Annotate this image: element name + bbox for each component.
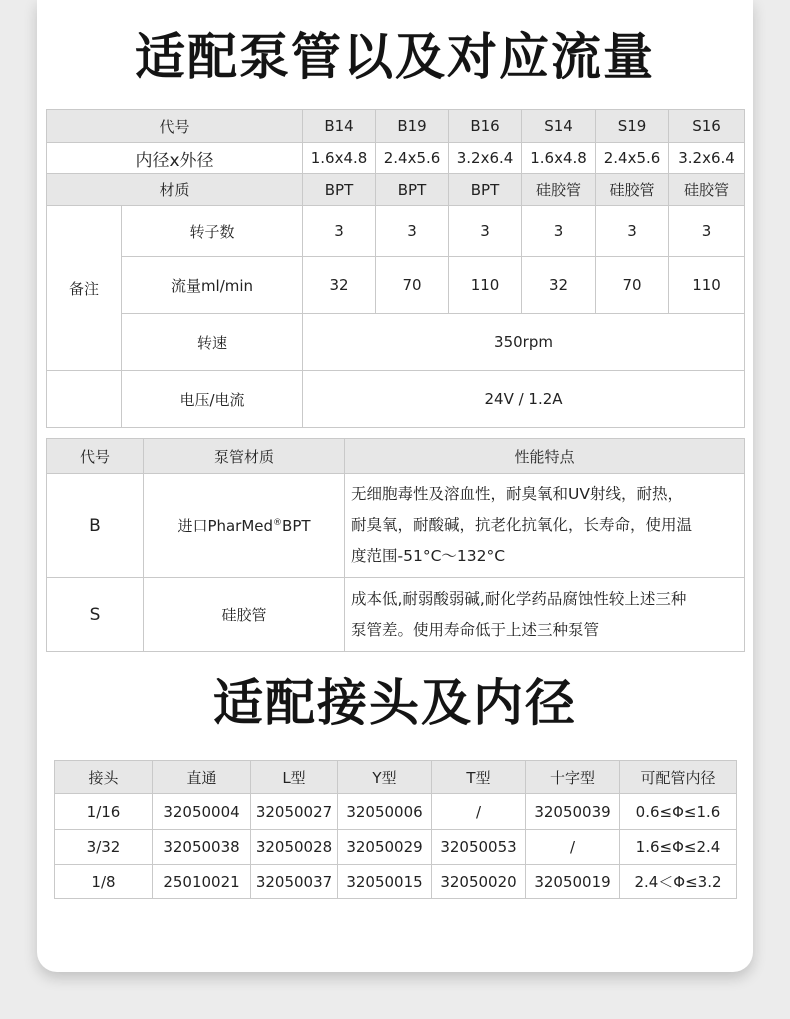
connector-table [54, 760, 737, 899]
column-header: 泵管材质 [144, 439, 345, 474]
table-header-row [55, 761, 737, 794]
table-cell: 32050019 [526, 865, 620, 899]
column-header: T型 [432, 761, 526, 794]
row-label: 代号 [47, 110, 303, 143]
empty-cell [47, 371, 122, 428]
table-cell: 3 [303, 206, 376, 257]
table-cell: 1/16 [55, 794, 153, 830]
table-row [47, 143, 745, 174]
table-cell: 硅胶管 [144, 578, 345, 652]
table-cell: B [47, 474, 144, 578]
row-label: 转子数 [122, 206, 303, 257]
table-cell: / [432, 794, 526, 830]
table-cell: 32050020 [432, 865, 526, 899]
table-cell: 110 [449, 257, 522, 314]
table-cell: 硅胶管 [522, 174, 596, 206]
row-label: 内径x外径 [47, 143, 303, 174]
table-cell: B16 [449, 110, 522, 143]
table-cell [345, 474, 745, 578]
table-cell: 2.4x5.6 [596, 143, 669, 174]
table-cell: 24V / 1.2A [303, 371, 745, 428]
table-cell: S14 [522, 110, 596, 143]
table-cell: BPT [449, 174, 522, 206]
row-label: 转速 [122, 314, 303, 371]
feature-line: 泵管差。使用寿命低于上述三种泵管 [351, 620, 600, 639]
table-cell: 2.4x5.6 [376, 143, 449, 174]
table-row [47, 314, 745, 371]
table-cell: 32050027 [251, 794, 338, 830]
pump-tube-flow-table [46, 109, 745, 428]
table-cell: 3 [449, 206, 522, 257]
column-header: 接头 [55, 761, 153, 794]
feature-line: 耐臭氧，耐酸碱，抗老化抗氧化，长寿命，使用温 [351, 516, 693, 534]
column-header: L型 [251, 761, 338, 794]
table-header-row [47, 439, 745, 474]
table-row [55, 830, 737, 865]
table-cell: 3/32 [55, 830, 153, 865]
table-cell: 1.6x4.8 [522, 143, 596, 174]
row-label: 流量ml/min [122, 257, 303, 314]
section-title-pump-tubes: 适配泵管以及对应流量 [135, 28, 655, 86]
table-cell: 110 [669, 257, 745, 314]
material-name: 进口PharMed [177, 517, 274, 535]
table-cell [345, 578, 745, 652]
table-cell: 32050029 [338, 830, 432, 865]
table-cell: 3.2x6.4 [669, 143, 745, 174]
feature-line: 成本低,耐弱酸弱碱,耐化学药品腐蚀性较上述三种 [351, 589, 687, 608]
table-row [47, 578, 745, 652]
table-row [47, 257, 745, 314]
feature-line: 度范围-51°C～132°C [351, 547, 506, 565]
material-suffix: BPT [282, 517, 311, 535]
tube-material-table [46, 438, 745, 652]
section-title-connectors: 适配接头及内径 [213, 674, 577, 732]
table-row [55, 865, 737, 899]
table-cell: 1.6≤Φ≤2.4 [620, 830, 737, 865]
table-cell: 32050039 [526, 794, 620, 830]
table-cell: 25010021 [153, 865, 251, 899]
table-cell: 硅胶管 [596, 174, 669, 206]
column-header: 十字型 [526, 761, 620, 794]
table-row [47, 110, 745, 143]
table-cell: S16 [669, 110, 745, 143]
table-cell: 3 [596, 206, 669, 257]
table-cell: 32050015 [338, 865, 432, 899]
table-cell: 2.4＜Φ≤3.2 [620, 865, 737, 899]
table-cell: BPT [303, 174, 376, 206]
table-cell: BPT [376, 174, 449, 206]
table-cell: 32050037 [251, 865, 338, 899]
table-cell: 硅胶管 [669, 174, 745, 206]
table-row [47, 474, 745, 578]
remark-label: 备注 [47, 206, 122, 371]
table-cell: 3 [669, 206, 745, 257]
table-cell: 1.6x4.8 [303, 143, 376, 174]
table-cell: 350rpm [303, 314, 745, 371]
table-cell: 3.2x6.4 [449, 143, 522, 174]
table-cell: B19 [376, 110, 449, 143]
table-cell: / [526, 830, 620, 865]
table-cell: 1/8 [55, 865, 153, 899]
table-row [47, 174, 745, 206]
table-cell: 3 [376, 206, 449, 257]
table-cell: 0.6≤Φ≤1.6 [620, 794, 737, 830]
registered-mark: ® [273, 518, 283, 528]
table-row [55, 794, 737, 830]
feature-line: 无细胞毒性及溶血性，耐臭氧和UV射线，耐热， [351, 485, 683, 503]
table-row [47, 371, 745, 428]
column-header: Y型 [338, 761, 432, 794]
table-cell: S [47, 578, 144, 652]
table-cell: S19 [596, 110, 669, 143]
column-header: 代号 [47, 439, 144, 474]
table-cell: 32050028 [251, 830, 338, 865]
table-cell: 32050004 [153, 794, 251, 830]
table-cell: B14 [303, 110, 376, 143]
table-cell: 70 [376, 257, 449, 314]
table-cell: 32 [522, 257, 596, 314]
table-cell [144, 474, 345, 578]
table-row [47, 206, 745, 257]
column-header: 可配管内径 [620, 761, 737, 794]
column-header: 性能特点 [345, 439, 745, 474]
row-label: 电压/电流 [122, 371, 303, 428]
table-cell: 32050006 [338, 794, 432, 830]
table-cell: 70 [596, 257, 669, 314]
table-cell: 3 [522, 206, 596, 257]
table-cell: 32050053 [432, 830, 526, 865]
column-header: 直通 [153, 761, 251, 794]
table-cell: 32050038 [153, 830, 251, 865]
table-cell: 32 [303, 257, 376, 314]
row-label: 材质 [47, 174, 303, 206]
